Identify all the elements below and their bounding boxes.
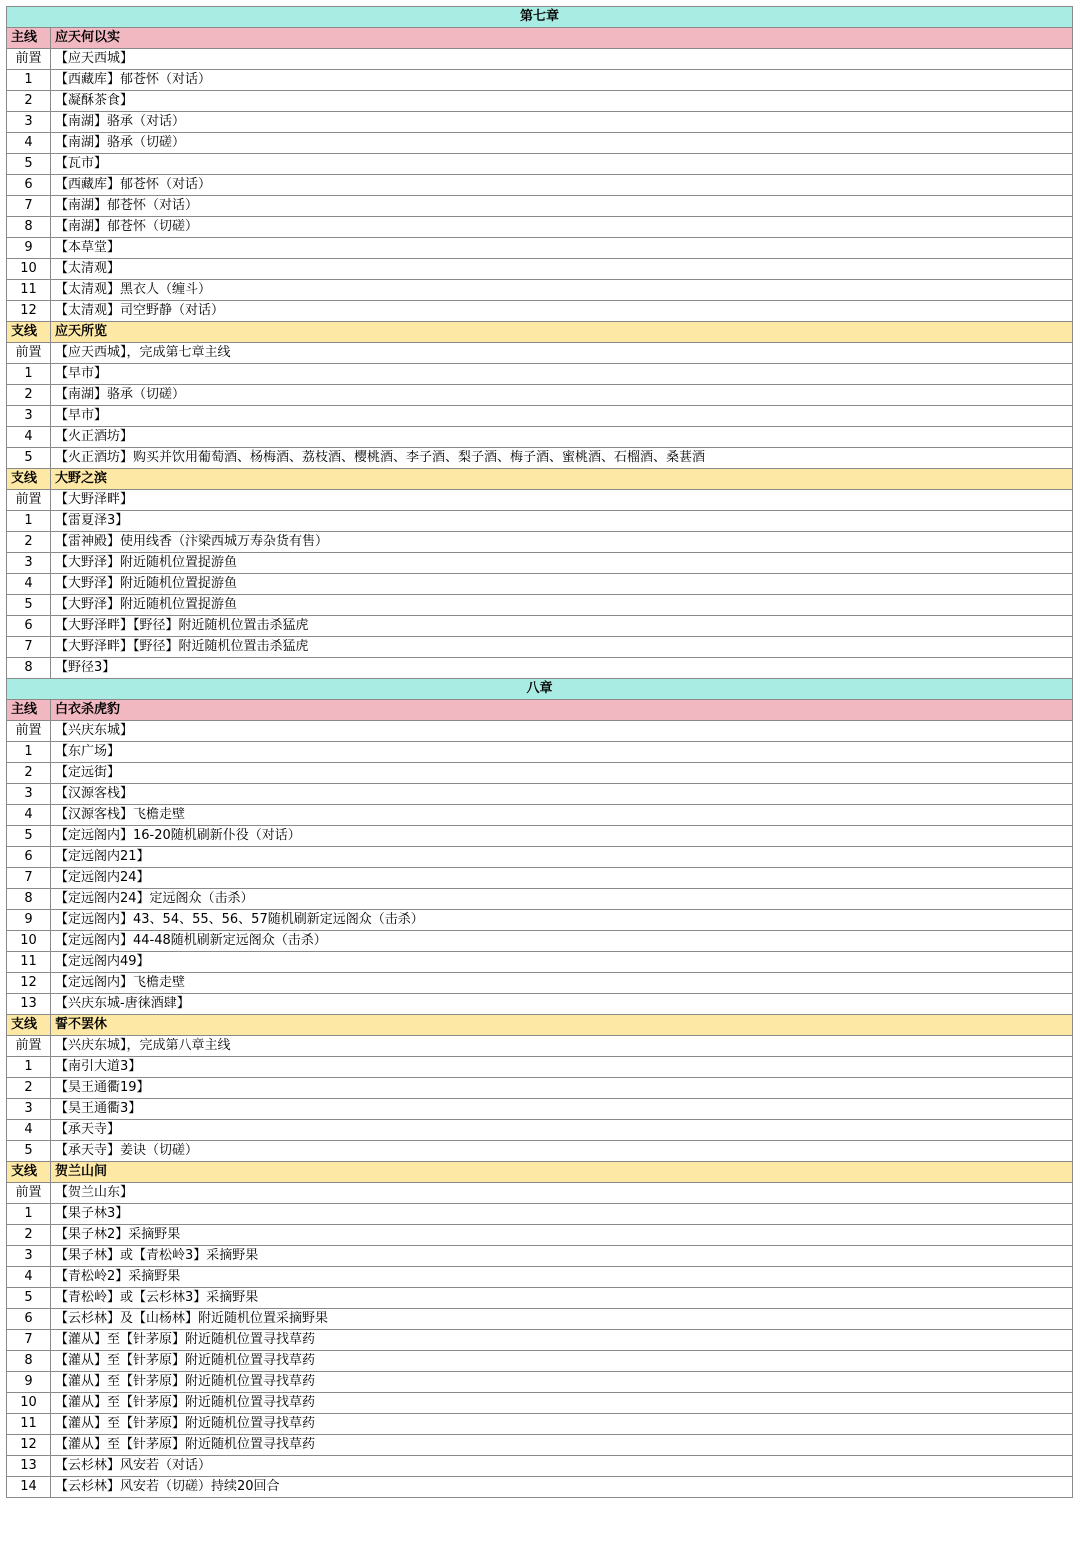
step-number: 5 [7,154,51,175]
sideline-header-row [7,1015,1073,1036]
step-description: 【昊王通衢19】 [51,1078,1073,1099]
table-row [7,994,1073,1015]
step-description: 【雷神殿】使用线香（汴梁西城万寿杂货有售） [51,532,1073,553]
step-number: 14 [7,1477,51,1498]
table-row [7,1435,1073,1456]
table-row [7,406,1073,427]
step-number: 前置 [7,1036,51,1057]
step-description: 【灌从】至【针茅原】附近随机位置寻找草药 [51,1351,1073,1372]
table-row [7,490,1073,511]
table-row [7,952,1073,973]
table-row [7,196,1073,217]
step-description: 【南湖】郁苍怀（对话） [51,196,1073,217]
table-row [7,511,1073,532]
table-row [7,847,1073,868]
step-description: 【西藏库】郁苍怀（对话） [51,70,1073,91]
step-number: 4 [7,805,51,826]
step-number: 13 [7,1456,51,1477]
step-number: 5 [7,448,51,469]
table-row [7,1393,1073,1414]
step-description: 【云杉林】风安若（切磋）持续20回合 [51,1477,1073,1498]
step-number: 2 [7,1225,51,1246]
step-description: 【云杉林】及【山杨林】附近随机位置采摘野果 [51,1309,1073,1330]
quest-title: 大野之滨 [51,469,1073,490]
step-number: 10 [7,1393,51,1414]
table-row [7,217,1073,238]
table-row [7,70,1073,91]
step-description: 【火正酒坊】购买并饮用葡萄酒、杨梅酒、荔枝酒、樱桃酒、李子酒、梨子酒、梅子酒、蜜桃酒、石榴酒、桑葚酒 [51,448,1073,469]
table-row [7,1225,1073,1246]
step-number: 前置 [7,721,51,742]
quest-kind-label: 主线 [7,28,51,49]
step-description: 【应天西城】，完成第七章主线 [51,343,1073,364]
step-description: 【大野泽畔】【野径】附近随机位置击杀猛虎 [51,616,1073,637]
step-description: 【昊王通衢3】 [51,1099,1073,1120]
step-number: 12 [7,1435,51,1456]
table-row [7,448,1073,469]
sideline-header-row [7,469,1073,490]
step-number: 3 [7,1099,51,1120]
step-description: 【灌从】至【针茅原】附近随机位置寻找草药 [51,1435,1073,1456]
step-description: 【果子林3】 [51,1204,1073,1225]
step-number: 5 [7,1141,51,1162]
table-row [7,1141,1073,1162]
table-row [7,532,1073,553]
step-number: 前置 [7,1183,51,1204]
step-description: 【灌从】至【针茅原】附近随机位置寻找草药 [51,1393,1073,1414]
step-number: 前置 [7,343,51,364]
step-description: 【南湖】骆承（切磋） [51,385,1073,406]
step-number: 8 [7,217,51,238]
step-number: 4 [7,133,51,154]
table-row [7,1330,1073,1351]
quest-kind-label: 支线 [7,1015,51,1036]
step-number: 2 [7,763,51,784]
step-number: 4 [7,574,51,595]
quest-title: 誓不罢休 [51,1015,1073,1036]
mainline-header-row [7,700,1073,721]
step-number: 8 [7,1351,51,1372]
step-number: 10 [7,259,51,280]
table-row [7,238,1073,259]
step-number: 4 [7,1267,51,1288]
step-description: 【应天西城】 [51,49,1073,70]
table-row [7,154,1073,175]
step-number: 2 [7,1078,51,1099]
quest-table [6,6,1073,1498]
table-row [7,133,1073,154]
step-description: 【大野泽】附近随机位置捉游鱼 [51,574,1073,595]
step-number: 4 [7,1120,51,1141]
step-description: 【南湖】骆承（切磋） [51,133,1073,154]
step-description: 【灌从】至【针茅原】附近随机位置寻找草药 [51,1330,1073,1351]
step-number: 3 [7,406,51,427]
step-description: 【野径3】 [51,658,1073,679]
table-row [7,1267,1073,1288]
step-number: 1 [7,1204,51,1225]
quest-table-body [7,7,1073,1498]
step-number: 2 [7,385,51,406]
table-row [7,616,1073,637]
step-description: 【青松岭2】采摘野果 [51,1267,1073,1288]
step-number: 11 [7,1414,51,1435]
step-description: 【南引大道3】 [51,1057,1073,1078]
step-description: 【太清观】黑衣人（缠斗） [51,280,1073,301]
step-description: 【太清观】 [51,259,1073,280]
step-number: 9 [7,238,51,259]
step-description: 【定远街】 [51,763,1073,784]
step-description: 【大野泽】附近随机位置捉游鱼 [51,595,1073,616]
step-description: 【果子林】或【青松岭3】采摘野果 [51,1246,1073,1267]
table-row [7,1036,1073,1057]
step-number: 6 [7,175,51,196]
table-row [7,742,1073,763]
step-description: 【汉源客栈】 [51,784,1073,805]
table-row [7,868,1073,889]
table-row [7,574,1073,595]
step-description: 【灌从】至【针茅原】附近随机位置寻找草药 [51,1372,1073,1393]
table-row [7,1099,1073,1120]
step-number: 1 [7,70,51,91]
step-number: 3 [7,553,51,574]
step-description: 【贺兰山东】 [51,1183,1073,1204]
step-number: 2 [7,91,51,112]
step-description: 【凝酥茶食】 [51,91,1073,112]
quest-title: 应天所览 [51,322,1073,343]
table-row [7,784,1073,805]
step-description: 【汉源客栈】飞檐走壁 [51,805,1073,826]
step-number: 5 [7,826,51,847]
table-row [7,805,1073,826]
step-number: 7 [7,1330,51,1351]
step-number: 7 [7,196,51,217]
quest-kind-label: 支线 [7,322,51,343]
step-description: 【火正酒坊】 [51,427,1073,448]
quest-title: 应天何以实 [51,28,1073,49]
step-number: 12 [7,301,51,322]
step-number: 3 [7,112,51,133]
step-description: 【大野泽】附近随机位置捉游鱼 [51,553,1073,574]
step-number: 3 [7,1246,51,1267]
mainline-header-row [7,28,1073,49]
step-number: 11 [7,280,51,301]
step-description: 【兴庆东城】 [51,721,1073,742]
chapter-title: 第七章 [7,7,1073,28]
step-description: 【云杉林】风安若（对话） [51,1456,1073,1477]
step-number: 4 [7,427,51,448]
step-number: 13 [7,994,51,1015]
table-row [7,385,1073,406]
step-number: 3 [7,784,51,805]
table-row [7,889,1073,910]
step-number: 1 [7,511,51,532]
step-description: 【瓦市】 [51,154,1073,175]
step-description: 【定远阁内24】定远阁众（击杀） [51,889,1073,910]
step-number: 11 [7,952,51,973]
step-description: 【西藏库】郁苍怀（对话） [51,175,1073,196]
table-row [7,763,1073,784]
table-row [7,1477,1073,1498]
table-row [7,658,1073,679]
table-row [7,637,1073,658]
step-number: 12 [7,973,51,994]
step-number: 前置 [7,490,51,511]
step-description: 【定远阁内24】 [51,868,1073,889]
table-row [7,910,1073,931]
table-row [7,1078,1073,1099]
step-description: 【定远阁内】16-20随机刷新仆役（对话） [51,826,1073,847]
step-description: 【雷夏泽3】 [51,511,1073,532]
step-description: 【定远阁内】飞檐走壁 [51,973,1073,994]
table-row [7,1204,1073,1225]
step-number: 8 [7,889,51,910]
table-row [7,343,1073,364]
sideline-header-row [7,322,1073,343]
step-description: 【早市】 [51,406,1073,427]
table-row [7,1288,1073,1309]
step-number: 9 [7,1372,51,1393]
step-number: 5 [7,595,51,616]
step-description: 【定远阁内21】 [51,847,1073,868]
table-row [7,91,1073,112]
step-description: 【大野泽畔】 [51,490,1073,511]
table-row [7,721,1073,742]
table-row [7,1456,1073,1477]
table-row [7,931,1073,952]
step-number: 8 [7,658,51,679]
table-row [7,973,1073,994]
table-row [7,826,1073,847]
step-description: 【兴庆东城-唐徕酒肆】 [51,994,1073,1015]
chapter-title: 八章 [7,679,1073,700]
step-description: 【南湖】骆承（对话） [51,112,1073,133]
table-row [7,364,1073,385]
step-description: 【定远阁内】44-48随机刷新定远阁众（击杀） [51,931,1073,952]
step-description: 【太清观】司空野静（对话） [51,301,1073,322]
table-row [7,427,1073,448]
step-description: 【定远阁内49】 [51,952,1073,973]
table-row [7,1309,1073,1330]
quest-title: 贺兰山间 [51,1162,1073,1183]
step-description: 【大野泽畔】【野径】附近随机位置击杀猛虎 [51,637,1073,658]
step-number: 前置 [7,49,51,70]
step-number: 6 [7,847,51,868]
table-row [7,1246,1073,1267]
step-number: 1 [7,742,51,763]
step-description: 【承天寺】 [51,1120,1073,1141]
sideline-header-row [7,1162,1073,1183]
quest-kind-label: 支线 [7,1162,51,1183]
step-description: 【南湖】郁苍怀（切磋） [51,217,1073,238]
table-row [7,1414,1073,1435]
table-row [7,259,1073,280]
step-number: 6 [7,1309,51,1330]
step-description: 【果子林2】采摘野果 [51,1225,1073,1246]
table-row [7,1372,1073,1393]
step-description: 【东广场】 [51,742,1073,763]
step-description: 【定远阁内】43、54、55、56、57随机刷新定远阁众（击杀） [51,910,1073,931]
step-number: 5 [7,1288,51,1309]
table-row [7,1351,1073,1372]
table-row [7,175,1073,196]
step-number: 7 [7,868,51,889]
step-number: 1 [7,1057,51,1078]
table-row [7,553,1073,574]
step-number: 2 [7,532,51,553]
quest-kind-label: 支线 [7,469,51,490]
table-row [7,49,1073,70]
step-description: 【青松岭】或【云杉林3】采摘野果 [51,1288,1073,1309]
table-row [7,1183,1073,1204]
step-description: 【兴庆东城】，完成第八章主线 [51,1036,1073,1057]
step-description: 【承天寺】姜诀（切磋） [51,1141,1073,1162]
chapter-header-row [7,7,1073,28]
step-number: 9 [7,910,51,931]
table-row [7,1120,1073,1141]
step-number: 10 [7,931,51,952]
quest-title: 白衣杀虎豹 [51,700,1073,721]
step-number: 6 [7,616,51,637]
table-row [7,301,1073,322]
step-number: 1 [7,364,51,385]
step-description: 【本草堂】 [51,238,1073,259]
step-number: 7 [7,637,51,658]
quest-kind-label: 主线 [7,700,51,721]
table-row [7,595,1073,616]
table-row [7,112,1073,133]
step-description: 【早市】 [51,364,1073,385]
table-row [7,280,1073,301]
chapter-header-row [7,679,1073,700]
table-row [7,1057,1073,1078]
step-description: 【灌从】至【针茅原】附近随机位置寻找草药 [51,1414,1073,1435]
